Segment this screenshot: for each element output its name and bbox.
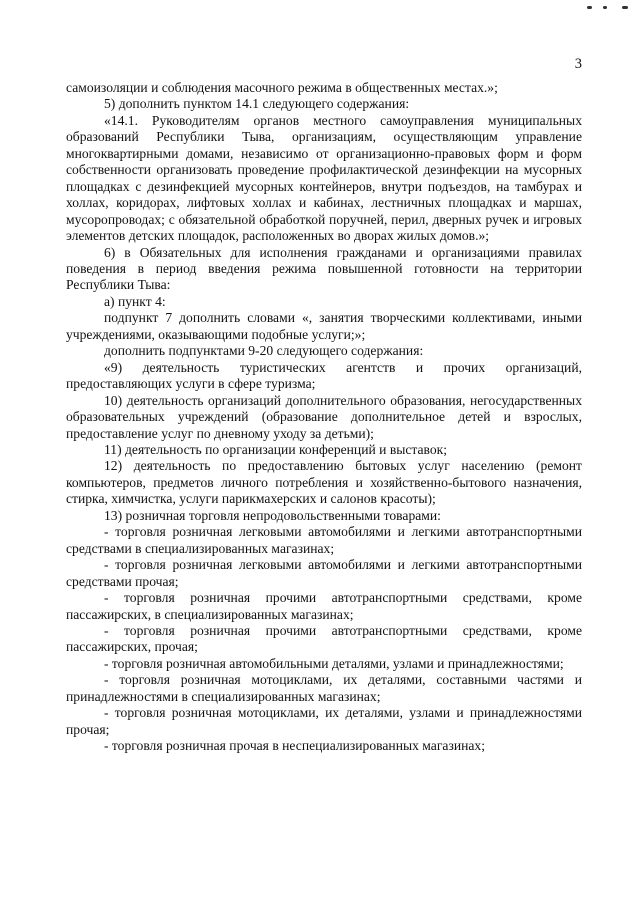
paragraph: 5) дополнить пунктом 14.1 следующего содержания: — [104, 96, 410, 112]
paragraph: 12) деятельность по предоставлению бытовых услуг населению (ремонт компьютеров, предметов личного потребления и хозяйственно-бытового назначения, стирка, химчистка, услуги парикмахерских и салонов красоты); — [66, 458, 582, 507]
paragraph: - торговля розничная легковыми автомобилями и легкими автотранспортными средствами в специализированных магазинах; — [66, 524, 582, 556]
document-body — [66, 80, 582, 755]
paragraph: 6) в Обязательных для исполнения гражданами и организациями правилах поведения в период введения режима повышенной готовности на территории Республики Тыва: — [66, 244, 582, 293]
scan-mark — [622, 6, 628, 9]
paragraph: самоизоляции и соблюдения масочного режима в общественных местах.»; — [66, 80, 498, 95]
paragraph: 13) розничная торговля непродовольственными товарами: — [104, 507, 441, 523]
paragraph: «9) деятельность туристических агентств и прочих организаций, предоставляющих услуги в сфере туризма; — [66, 359, 582, 392]
paragraph: - торговля розничная легковыми автомобилями и легкими автотранспортными средствами прочая; — [66, 557, 582, 589]
paragraph: - торговля розничная прочая в неспециализированных магазинах; — [104, 738, 485, 754]
paragraph: 11) деятельность по организации конференций и выставок; — [104, 441, 448, 457]
paragraph: - торговля розничная мотоциклами, их деталями, узлами и принадлежностями прочая; — [66, 705, 582, 737]
scan-mark — [603, 6, 607, 9]
paragraph: «14.1. Руководителям органов местного самоуправления муниципальных образований Республики Тыва, организациям, осуществляющим управление многоквартирными домами, независимо от организационно-правовых форм и форм собственности организовать проведение профилактической дезинфекции на мусорных площадках с дезинфекцией мусорных контейнеров, внутри подъездов, на тамбурах и холлах, коридорах, лифтовых холлах и кабинах, лестничных площадках и маршах, мусоропроводах; с обязательной обработкой поручней, перил, дверных ручек и игровых элементов детских площадок, расположенных во дворах жилых домов.»; — [66, 112, 582, 244]
page-number: 3 — [574, 56, 582, 72]
paragraph: подпункт 7 дополнить словами «, занятия творческими коллективами, иными учреждениями, оказывающими подобные услуги;»; — [66, 310, 582, 342]
paragraph: - торговля розничная прочими автотранспортными средствами, кроме пассажирских, прочая; — [66, 622, 582, 655]
paragraph: - торговля розничная мотоциклами, их деталями, составными частями и принадлежностями в специализированных магазинах; — [66, 672, 582, 704]
paragraph: 10) деятельность организаций дополнительного образования, негосударственных образовательных учреждений (образование дополнительное детей и взрослых, предоставление услуг по дневному уходу за детьми); — [66, 392, 582, 441]
paragraph: - торговля розничная прочими автотранспортными средствами, кроме пассажирских, в специализированных магазинах; — [66, 590, 582, 622]
paragraph: дополнить подпунктами 9-20 следующего содержания: — [104, 343, 424, 359]
paragraph: а) пункт 4: — [104, 293, 166, 309]
scan-mark — [587, 6, 592, 9]
paragraph: - торговля розничная автомобильными деталями, узлами и принадлежностями; — [104, 655, 564, 671]
